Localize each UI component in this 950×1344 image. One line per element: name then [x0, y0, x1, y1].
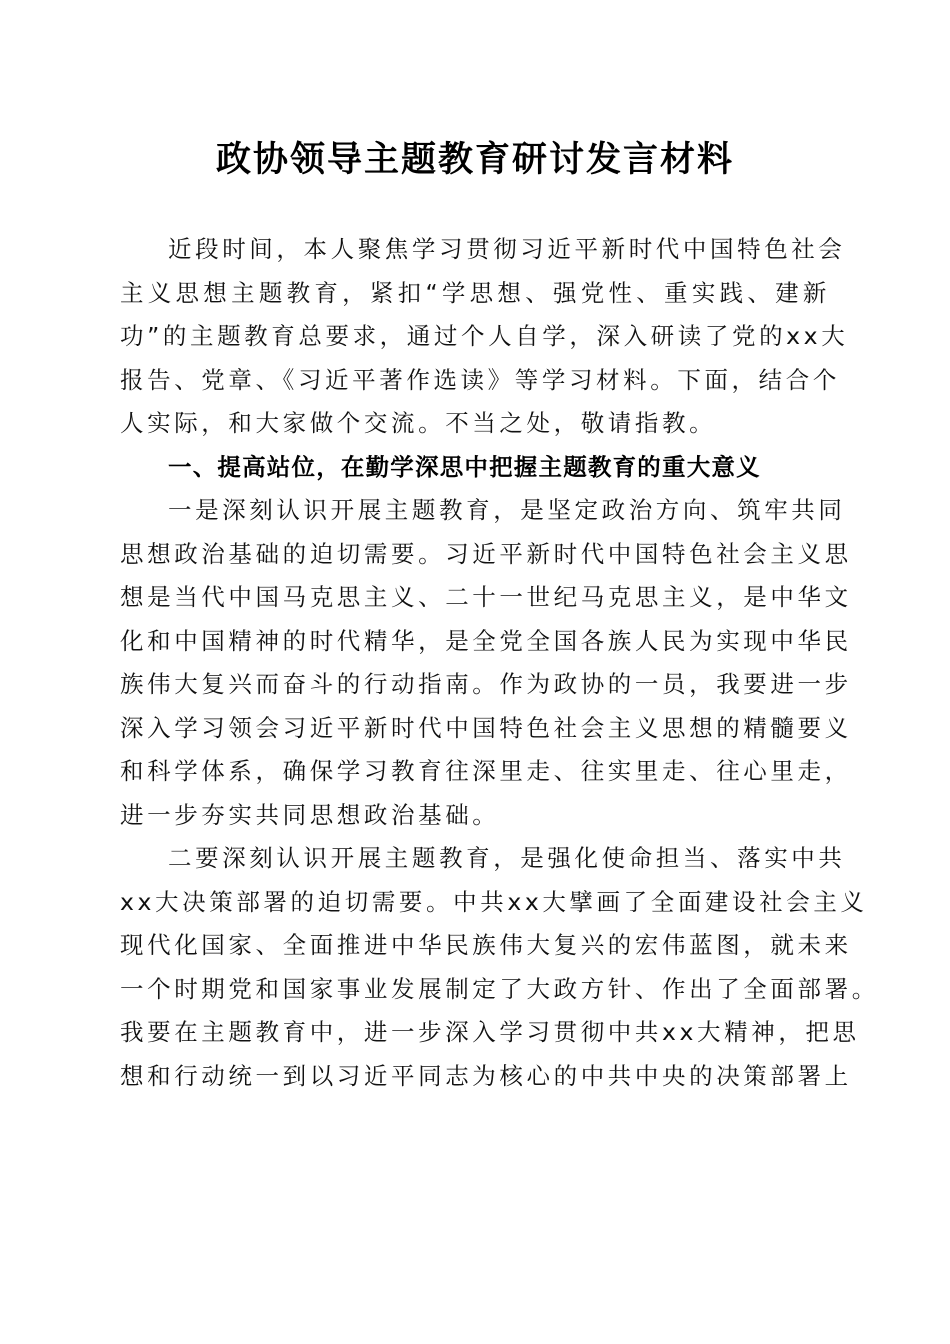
text-line: 我要在主题教育中，进一步深入学习贯彻中共xx大精神，把思 — [120, 1018, 860, 1046]
paragraph-one — [120, 489, 852, 837]
text-line: 和科学体系，确保学习教育往深里走、往实里走、往心里走， — [120, 757, 852, 785]
text-line: 想是当代中国马克思主义、二十一世纪马克思主义，是中华文 — [120, 583, 852, 611]
text-line: 二要深刻认识开展主题教育，是强化使命担当、落实中共 — [168, 844, 846, 872]
text-line: xx大决策部署的迫切需要。中共xx大擘画了全面建设社会主义 — [120, 887, 868, 916]
document-body — [120, 228, 879, 1098]
paragraph-two — [120, 837, 879, 1098]
text-line: 人实际，和大家做个交流。不当之处，敬请指教。 — [120, 409, 717, 437]
text-line: 进一步夯实共同思想政治基础。 — [120, 800, 500, 829]
text-line: 化和中国精神的时代精华，是全党全国各族人民为实现中华民 — [120, 626, 852, 655]
text-line: 族伟大复兴而奋斗的行动指南。作为政协的一员，我要进一步 — [120, 670, 852, 698]
text-line: 报告、党章、《习近平著作选读》等学习材料。下面，结合个 — [120, 365, 840, 394]
text-line: 思想政治基础的迫切需要。习近平新时代中国特色社会主义思 — [120, 539, 852, 568]
text-line: 主义思想主题教育，紧扣“学思想、强党性、重实践、建新 — [120, 278, 830, 307]
text-line: 一是深刻认识开展主题教育，是坚定政治方向、筑牢共同 — [168, 496, 846, 524]
text-line: 深入学习领会习近平新时代中国特色社会主义思想的精髓要义 — [120, 713, 852, 742]
intro-paragraph — [120, 228, 849, 446]
document-title: 政协领导主题教育研讨发言材料 — [215, 139, 734, 180]
text-line: 现代化国家、全面推进中华民族伟大复兴的宏伟蓝图，就未来 — [120, 931, 852, 959]
text-line: 近段时间，本人聚焦学习贯彻习近平新时代中国特色社会 — [168, 235, 846, 263]
text-line: 功”的主题教育总要求，通过个人自学，深入研读了党的xx大 — [120, 322, 849, 350]
text-line: 想和行动统一到以习近平同志为核心的中共中央的决策部署上 — [120, 1061, 852, 1090]
section-heading: 一、提高站位，在勤学深思中把握主题教育的重大意义 — [168, 452, 761, 481]
text-line: 一个时期党和国家事业发展制定了大政方针、作出了全面部署。 — [120, 974, 879, 1003]
